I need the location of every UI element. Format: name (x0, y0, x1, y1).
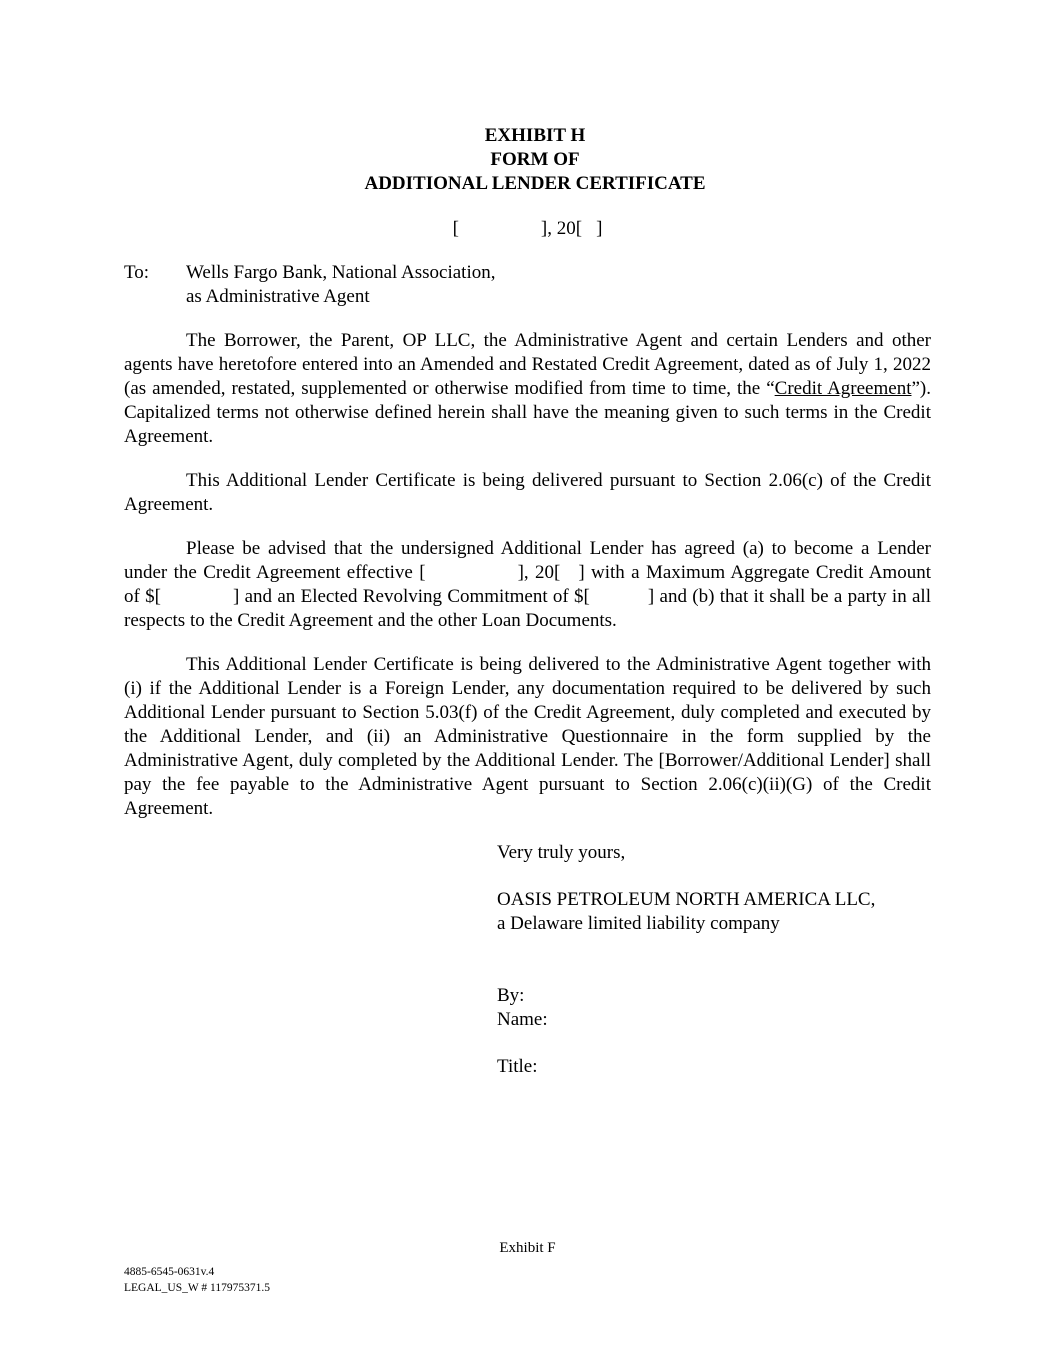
closing-line: Very truly yours, (497, 842, 626, 863)
form-of-heading: FORM OF (490, 149, 580, 170)
footer-exhibit-label: Exhibit F (499, 1240, 556, 1256)
addressee-name: Wells Fargo Bank, National Association, (186, 262, 496, 283)
date-open-bracket: [ (452, 218, 459, 239)
recitals-paragraph (124, 329, 931, 449)
recitals-text-start: The Borrower, the Parent, OP LLC, the Administrative Agent and certain Lenders and other agents have heretofore entered into an Amended and Restated Credit Agreement, dated as of July 1, 2022 (as amended, restated, supplemented or otherwise modified from time to time, the “ (124, 330, 931, 399)
recitals-text-end: ”). Capitalized terms not otherwise defined herein shall have the meaning given to such terms in the Credit Agreement. (124, 378, 931, 447)
agreement-text-3: ] with a Maximum Aggregate Credit Amount of $[ (124, 562, 931, 607)
footer-doc-code-1: 4885-6545-0631v.4 (124, 1266, 215, 1278)
exhibit-title (0, 124, 1055, 196)
agreement-paragraph (124, 537, 931, 633)
to-label: To: (124, 262, 150, 283)
date-line (0, 217, 1055, 241)
agreement-text-2: ], 20[ (517, 562, 561, 583)
agreement-text-1: Please be advised that the undersigned Additional Lender has agreed (a) to become a Lender under the Credit Agreement effective [ (124, 538, 931, 583)
addressee-role: as Administrative Agent (186, 286, 370, 307)
name-label: Name: (497, 1009, 548, 1030)
date-close-bracket: ] (596, 218, 603, 239)
company-name: OASIS PETROLEUM NORTH AMERICA LLC, (497, 889, 876, 910)
delivery-text: This Additional Lender Certificate is being delivered to the Administrative Agent together with (i) if the Additional Lender is a Foreign Lender, any documentation required to be delivered by such Additional Lender pursuant to Section 5.03(f) of the Credit Agreement, duly completed and executed by the Additional Lender, and (ii) an Administrative Questionnaire in the form supplied by the Administrative Agent, duly completed by the Additional Lender. The [Borrower/Additional Lender] shall pay the fee payable to the Administrative Agent pursuant to Section 2.06(c)(ii)(G) of the Credit Agreement. (124, 654, 931, 819)
footer-doc-code-2: LEGAL_US_W # 117975371.5 (124, 1282, 270, 1294)
exhibit-heading: EXHIBIT H (484, 125, 586, 146)
delivery-paragraph (124, 653, 931, 821)
by-label: By: (497, 985, 525, 1006)
agreement-text-5: ] and (b) that it shall be a party in all respects to the Credit Agreement and the other Loan Documents. (124, 586, 931, 631)
company-description: a Delaware limited liability company (497, 913, 780, 934)
purpose-text: This Additional Lender Certificate is being delivered pursuant to Section 2.06(c) of the Credit Agreement. (124, 470, 931, 515)
date-year-prefix: ], 20[ (540, 218, 583, 239)
agreement-text-4: ] and an Elected Revolving Commitment of $[ (232, 586, 590, 607)
credit-agreement-defined-term: Credit Agreement (774, 378, 912, 399)
title-label: Title: (497, 1056, 538, 1077)
purpose-paragraph (124, 469, 931, 517)
certificate-heading: ADDITIONAL LENDER CERTIFICATE (364, 173, 706, 194)
